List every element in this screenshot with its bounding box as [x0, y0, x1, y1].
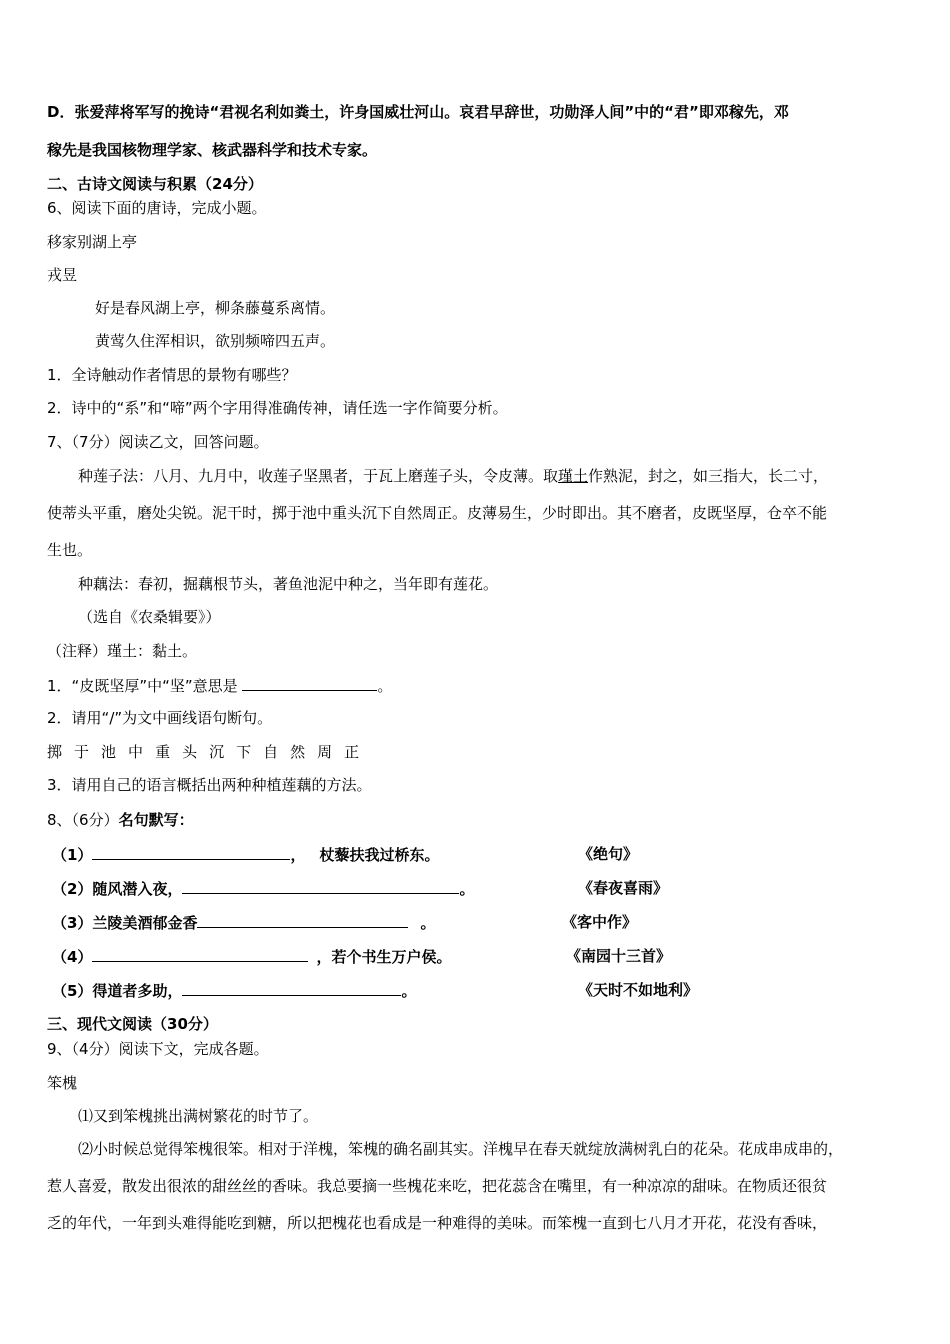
section-heading-modern: 三、现代文阅读（30分）: [47, 1015, 218, 1033]
q8-item-pre: （5）得道者多助，: [52, 982, 183, 1000]
answer-blank[interactable]: [92, 946, 308, 962]
q7-sub1: [47, 675, 392, 696]
sentence-char: 然: [290, 743, 306, 761]
sentence-char: 池: [101, 743, 117, 761]
poem-verse-1: 好是春风湖上亭，柳条藤蔓系离情。: [95, 299, 336, 317]
q8-item-pre: （2）随风潜入夜，: [52, 880, 183, 898]
q7-prompt: 7、（7分）阅读乙文，回答问题。: [47, 433, 269, 451]
sentence-char: 中: [128, 743, 144, 761]
q7-note: （注释）瑾土：黏土。: [47, 642, 198, 660]
q9-prompt: 9、（4分）阅读下文，完成各题。: [47, 1040, 269, 1058]
option-d-line2: 稼先是我国核物理学家、核武器科学和技术专家。: [47, 141, 378, 159]
q8-item-2: [52, 878, 474, 899]
sentence-char: 沉: [209, 743, 225, 761]
essay-para-2-line3: 乏的年代，一年到头难得能吃到糖，所以把槐花也看成是一种难得的美味。而笨槐一直到七八月才开花，花没有香味，: [47, 1214, 828, 1232]
q8-prompt: [47, 810, 194, 830]
q8-item-2-source: 《春夜喜雨》: [578, 879, 669, 897]
q8-item-post: 杖藜扶我过桥东。: [319, 846, 440, 864]
answer-blank[interactable]: [182, 980, 401, 996]
answer-blank[interactable]: [182, 878, 459, 894]
answer-blank[interactable]: [92, 844, 290, 860]
sentence-char: 自: [263, 743, 279, 761]
q8-item-4-source: 《南园十三首》: [566, 947, 672, 965]
q8-item-post: 。: [420, 914, 436, 932]
q7-sub1-text: 1．“皮既坚厚”中“坚”意思是: [47, 677, 238, 695]
q8-item-5-source: 《天时不如地利》: [578, 981, 699, 999]
q7-passage-underlined: 瑾土: [558, 467, 589, 485]
q7-sub3: 3．请用自己的语言概括出两种种植莲藕的方法。: [47, 776, 372, 794]
q7-passage-line1: [78, 466, 828, 486]
sentence-char: 掷: [47, 743, 63, 761]
option-d-line1: D．张爱萍将军写的挽诗“君视名利如粪土，许身国威壮河山。哀君早辞世，功勋泽人间”中的“君”即邓稼先，邓: [47, 103, 789, 121]
poem-title: 移家别湖上亭: [47, 233, 138, 251]
q8-item-pre: （3）兰陵美酒郁金香: [52, 914, 198, 932]
q8-item-post: 。: [401, 982, 417, 1000]
q8-prompt-text: 8、（6分）: [47, 811, 119, 829]
q8-item-4: [52, 946, 451, 967]
q8-prompt-bold: 名句默写：: [118, 811, 194, 829]
q7-sub2: 2．请用“/”为文中画线语句断句。: [47, 709, 273, 727]
answer-blank[interactable]: [197, 912, 408, 928]
q8-item-3: [52, 912, 435, 933]
q7-sub1-end: 。: [377, 677, 393, 695]
q8-item-pre: （1）: [52, 846, 93, 864]
q8-item-5: [52, 980, 416, 1001]
sentence-char: 正: [344, 743, 360, 761]
q7-passage-line3: 生也。: [47, 541, 93, 559]
sentence-char: 下: [236, 743, 252, 761]
poem-author: 戎昱: [47, 266, 78, 284]
sentence-char: 于: [74, 743, 90, 761]
sentence-char: 周: [317, 743, 333, 761]
q8-item-1: [52, 844, 439, 865]
sentence-char: 头: [182, 743, 198, 761]
q8-item-mid: ，: [290, 846, 306, 864]
q7-sentence-chars: [47, 742, 371, 762]
sentence-char: 重: [155, 743, 171, 761]
essay-para-2-line2: 惹人喜爱，散发出很浓的甜丝丝的香味。我总要摘一些槐花来吃，把花蕊含在嘴里，有一种凉凉的甜味。在物质还很贫: [47, 1177, 828, 1195]
q8-item-post: 。: [459, 880, 475, 898]
essay-para-2-line1: ⑵小时候总觉得笨槐很笨。相对于洋槐，笨槐的确名副其实。洋槐早在春天就绽放满树乳白的花朵。花成串成串的，: [78, 1140, 844, 1158]
q7-passage-para2: 种藕法：春初，掘藕根节头，著鱼池泥中种之，当年即有莲花。: [78, 575, 499, 593]
q6-prompt: 6、阅读下面的唐诗，完成小题。: [47, 199, 267, 217]
q7-passage-part-a: 种莲子法：八月、九月中，收莲子坚黑者，于瓦上磨莲子头，令皮薄。取: [78, 467, 559, 485]
section-heading-classical: 二、古诗文阅读与积累（24分）: [47, 175, 263, 193]
q8-item-3-source: 《客中作》: [562, 913, 638, 931]
q7-source: （选自《农桑辑要》）: [78, 608, 221, 626]
q6-sub2: 2．诗中的“系”和“啼”两个字用得准确传神，请任选一字作简要分析。: [47, 399, 508, 417]
essay-para-1: ⑴又到笨槐挑出满树繁花的时节了。: [78, 1107, 319, 1125]
q8-item-pre: （4）: [52, 948, 93, 966]
q8-item-1-source: 《绝句》: [578, 845, 639, 863]
essay-title: 笨槐: [47, 1074, 78, 1092]
answer-blank[interactable]: [242, 675, 377, 691]
q7-passage-part-b: 作熟泥，封之，如三指大，长二寸，: [588, 467, 829, 485]
q7-passage-line2: 使蒂头平重，磨处尖锐。泥干时，掷于池中重头沉下自然周正。皮薄易生，少时即出。其不磨者，皮既坚厚，仓卒不能: [47, 504, 828, 522]
q6-sub1: 1．全诗触动作者情思的景物有哪些？: [47, 366, 297, 384]
poem-verse-2: 黄莺久住浑相识，欲别频啼四五声。: [95, 332, 336, 350]
q8-item-post: ，若个书生万户侯。: [316, 948, 452, 966]
